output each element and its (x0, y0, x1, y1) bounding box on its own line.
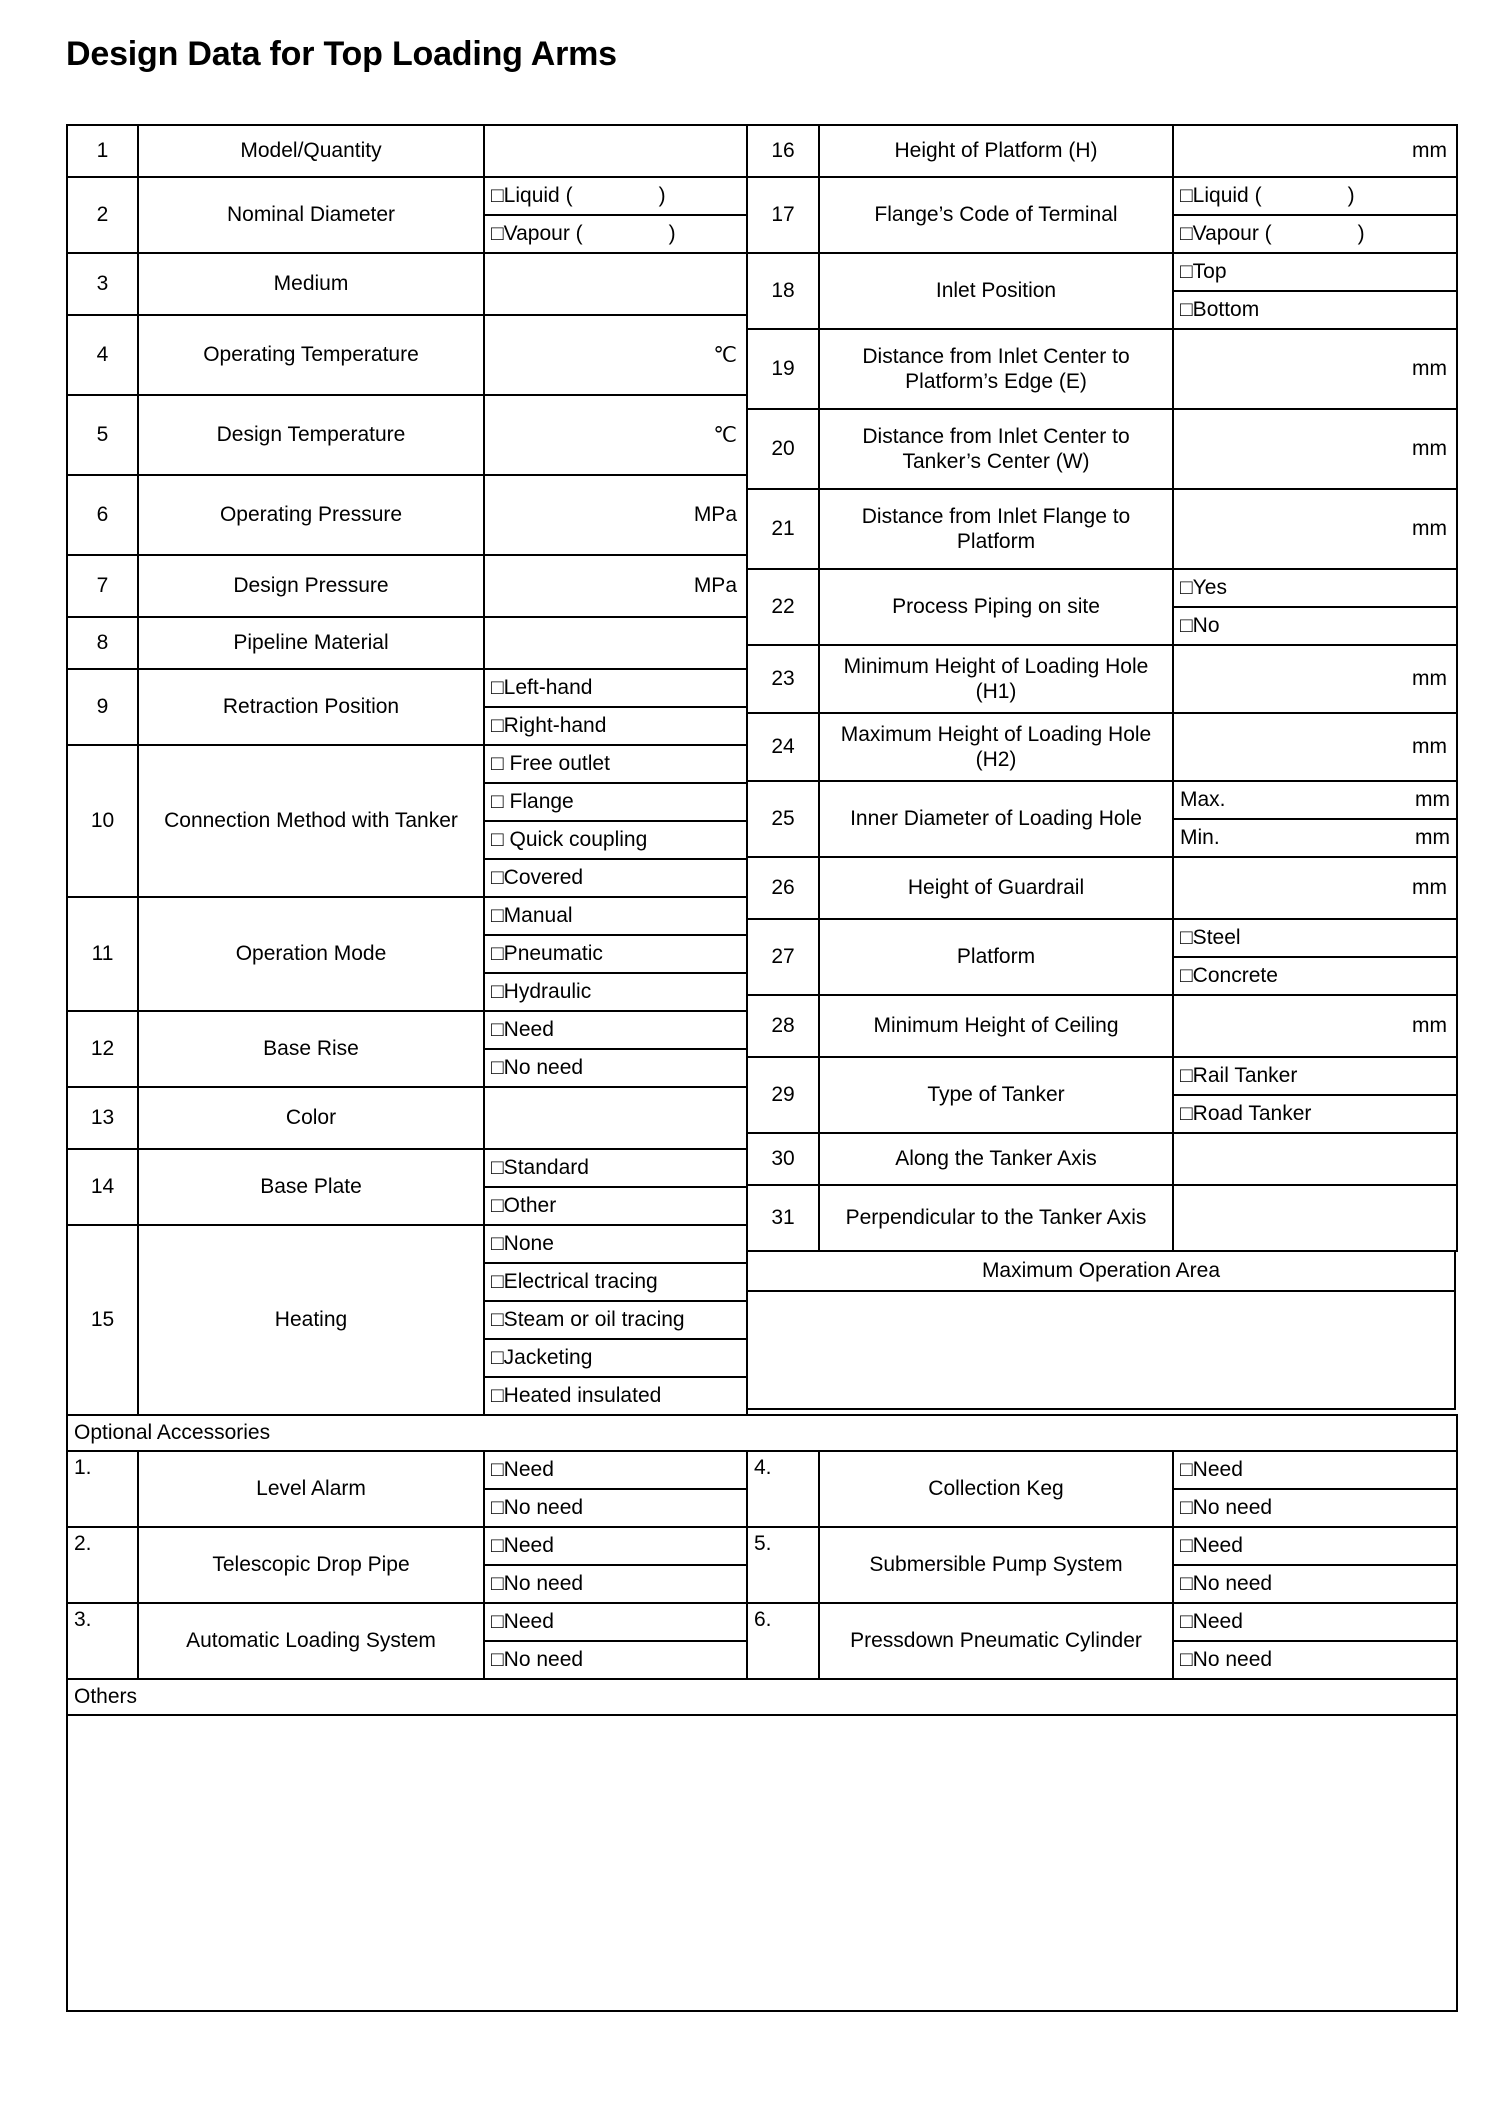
left-row-11-number: 11 (67, 897, 138, 1011)
left-row-6-label: Operating Pressure (138, 475, 484, 555)
unit-label: mm (1412, 357, 1447, 380)
option-text: □Liquid ( (491, 184, 573, 207)
table-row (67, 1087, 747, 1149)
left-row-1-number: 1 (67, 125, 138, 177)
option-text: □Need (491, 1018, 554, 1041)
left-row-14-value-cell (484, 1149, 747, 1225)
right-row-25-value-cell (1173, 781, 1457, 857)
left-row-14-option-list (485, 1150, 746, 1224)
right-row-27-option-1[interactable] (1174, 920, 1456, 957)
right-row-16-number: 16 (747, 125, 819, 177)
table-row (67, 1715, 1457, 2011)
acc-3-label: Automatic Loading System (138, 1603, 484, 1679)
right-row-16-label: Height of Platform (H) (819, 125, 1173, 177)
acc-4-value-cell (1173, 1451, 1457, 1527)
right-row-20-label: Distance from Inlet Center to Tanker’s Center (W) (819, 409, 1173, 489)
acc-4-option-1[interactable] (1174, 1452, 1456, 1489)
right-row-24-value-cell[interactable] (1173, 713, 1457, 781)
right-row-31-number: 31 (747, 1185, 819, 1251)
right-row-28-number: 28 (747, 995, 819, 1057)
option-text: □Other (491, 1194, 557, 1217)
unit-label: mm (1415, 788, 1450, 811)
left-row-3-label: Medium (138, 253, 484, 315)
left-row-9-number: 9 (67, 669, 138, 745)
right-row-29-number: 29 (747, 1057, 819, 1133)
right-row-26-number: 26 (747, 857, 819, 919)
right-row-28-label: Minimum Height of Ceiling (819, 995, 1173, 1057)
unit-label: mm (1412, 437, 1447, 460)
right-row-28-value-cell[interactable] (1173, 995, 1457, 1057)
option-text: □Jacketing (491, 1346, 593, 1369)
right-row-27-option-2[interactable] (1174, 957, 1456, 994)
unit-label: ℃ (713, 423, 737, 447)
left-row-10-option-1[interactable] (485, 746, 746, 783)
left-row-4-value-cell[interactable] (484, 315, 747, 395)
table-row (747, 1133, 1457, 1185)
table-row (67, 1603, 1457, 1679)
table-row (67, 1011, 747, 1087)
acc-5-option-1[interactable] (1174, 1528, 1456, 1565)
right-row-27-label: Platform (819, 919, 1173, 995)
option-text: □No need (1180, 1496, 1273, 1519)
left-row-4-label: Operating Temperature (138, 315, 484, 395)
option-text: □No need (491, 1056, 584, 1079)
option-text: □Steam or oil tracing (491, 1308, 685, 1331)
acc-5-option-list (1174, 1528, 1456, 1602)
table-row (67, 315, 747, 395)
option-text: □Bottom (1180, 298, 1260, 321)
option-text: □Manual (491, 904, 573, 927)
right-row-23-label: Minimum Height of Loading Hole (H1) (819, 645, 1173, 713)
table-row (67, 745, 747, 897)
right-row-19-number: 19 (747, 329, 819, 409)
right-row-23-number: 23 (747, 645, 819, 713)
left-row-15-option-5[interactable] (485, 1377, 746, 1414)
right-row-25-label: Inner Diameter of Loading Hole (819, 781, 1173, 857)
acc-4-number: 4. (747, 1451, 819, 1527)
optional-accessories-heading: Optional Accessories (67, 1415, 1457, 1451)
option-text: □Vapour ( (491, 222, 583, 245)
table-row (747, 569, 1457, 645)
left-row-2-label: Nominal Diameter (138, 177, 484, 253)
right-items-table (746, 124, 1458, 1252)
option-text: □No need (1180, 1572, 1273, 1595)
option-text: □Standard (491, 1156, 589, 1179)
maximum-operation-area-table (746, 1250, 1456, 1410)
table-row (747, 409, 1457, 489)
table-row (67, 177, 747, 253)
left-row-15-option-1[interactable] (485, 1226, 746, 1263)
left-row-11-option-2[interactable] (485, 935, 746, 973)
table-row (747, 995, 1457, 1057)
right-row-22-number: 22 (747, 569, 819, 645)
acc-3-number: 3. (67, 1603, 138, 1679)
option-text: □Rail Tanker (1180, 1064, 1298, 1087)
right-row-17-option-list (1174, 178, 1456, 252)
left-row-11-option-1[interactable] (485, 898, 746, 935)
option-text: □Right-hand (491, 714, 607, 737)
right-row-20-value-cell[interactable] (1173, 409, 1457, 489)
right-row-29-option-2[interactable] (1174, 1095, 1456, 1132)
left-row-11-value-cell (484, 897, 747, 1011)
acc-6-value-cell (1173, 1603, 1457, 1679)
acc-5-number: 5. (747, 1527, 819, 1603)
right-row-25-option-1[interactable]: Max. mm (1174, 782, 1456, 819)
table-row (67, 1451, 1457, 1527)
option-text: □Pneumatic (491, 942, 603, 965)
acc-5-value-cell (1173, 1527, 1457, 1603)
form-grid (66, 124, 1456, 1416)
others-value[interactable] (67, 1715, 1457, 2011)
acc-4-label: Collection Keg (819, 1451, 1173, 1527)
table-row (67, 475, 747, 555)
acc-3-option-2[interactable] (485, 1641, 746, 1678)
table-row (747, 857, 1457, 919)
table-row (747, 645, 1457, 713)
right-row-22-option-list (1174, 570, 1456, 644)
unit-label: mm (1412, 876, 1447, 899)
page-title: Design Data for Top Loading Arms (66, 35, 617, 73)
others-heading: Others (67, 1679, 1457, 1715)
right-row-21-label: Distance from Inlet Flange to Platform (819, 489, 1173, 569)
option-text: □ Free outlet (491, 752, 610, 775)
left-row-9-option-list (485, 670, 746, 744)
unit-label: mm (1412, 517, 1447, 540)
right-row-23-value-cell[interactable] (1173, 645, 1457, 713)
left-row-12-option-list (485, 1012, 746, 1086)
right-row-17-option-2[interactable] (1174, 215, 1456, 252)
option-text: □Left-hand (491, 676, 593, 699)
table-row (67, 1415, 1457, 1451)
right-row-30-label: Along the Tanker Axis (819, 1133, 1173, 1185)
option-text: □Liquid ( (1180, 184, 1262, 207)
unit-label: MPa (693, 574, 737, 597)
table-row (67, 253, 747, 315)
left-row-9-option-1[interactable] (485, 670, 746, 707)
right-row-18-option-list (1174, 254, 1456, 328)
left-row-7-number: 7 (67, 555, 138, 617)
left-row-14-number: 14 (67, 1149, 138, 1225)
option-text: □No need (1180, 1648, 1273, 1671)
table-row (747, 1291, 1455, 1409)
right-row-31-value-cell[interactable] (1173, 1185, 1457, 1251)
left-row-10-value-cell (484, 745, 747, 897)
acc-2-number: 2. (67, 1527, 138, 1603)
table-row (747, 781, 1457, 857)
left-row-5-label: Design Temperature (138, 395, 484, 475)
left-row-14-label: Base Plate (138, 1149, 484, 1225)
right-row-26-label: Height of Guardrail (819, 857, 1173, 919)
bottom-sections (66, 1414, 1456, 2012)
left-row-7-value-cell[interactable] (484, 555, 747, 617)
option-text: □Need (1180, 1458, 1243, 1481)
option-text: □ Quick coupling (491, 828, 648, 851)
left-row-15-option-list (485, 1226, 746, 1414)
option-text: □No need (491, 1496, 584, 1519)
acc-2-option-list (485, 1528, 746, 1602)
right-row-25-number: 25 (747, 781, 819, 857)
right-row-25-option-list (1174, 782, 1456, 856)
left-row-12-option-2[interactable] (485, 1049, 746, 1086)
left-row-15-option-3[interactable] (485, 1301, 746, 1339)
table-row (67, 669, 747, 745)
right-row-24-label: Maximum Height of Loading Hole (H2) (819, 713, 1173, 781)
table-row (67, 897, 747, 1011)
option-text: □No need (491, 1572, 584, 1595)
right-row-24-number: 24 (747, 713, 819, 781)
right-row-18-option-2[interactable] (1174, 291, 1456, 328)
right-row-17-number: 17 (747, 177, 819, 253)
table-row (747, 713, 1457, 781)
right-row-17-label: Flange’s Code of Terminal (819, 177, 1173, 253)
left-row-5-number: 5 (67, 395, 138, 475)
left-row-9-value-cell (484, 669, 747, 745)
table-row (67, 395, 747, 475)
acc-6-label: Pressdown Pneumatic Cylinder (819, 1603, 1173, 1679)
left-row-12-label: Base Rise (138, 1011, 484, 1087)
option-close-paren: ) (1347, 184, 1355, 207)
acc-3-option-list (485, 1604, 746, 1678)
acc-1-option-list (485, 1452, 746, 1526)
left-row-13-label: Color (138, 1087, 484, 1149)
left-row-7-label: Design Pressure (138, 555, 484, 617)
maximum-operation-area-value[interactable] (747, 1291, 1455, 1409)
option-text: □Need (1180, 1534, 1243, 1557)
acc-4-option-list (1174, 1452, 1456, 1526)
right-row-17-option-1[interactable] (1174, 178, 1456, 215)
left-row-9-option-2[interactable] (485, 707, 746, 744)
table-row (67, 125, 747, 177)
right-row-19-label: Distance from Inlet Center to Platform’s Edge (E) (819, 329, 1173, 409)
acc-6-option-1[interactable] (1174, 1604, 1456, 1641)
option-close-paren: ) (658, 184, 666, 207)
table-row (67, 1679, 1457, 1715)
left-row-10-label: Connection Method with Tanker (138, 745, 484, 897)
right-row-17-value-cell (1173, 177, 1457, 253)
left-half (66, 124, 746, 1416)
left-row-10-option-3[interactable] (485, 821, 746, 859)
table-row (67, 1527, 1457, 1603)
left-row-10-number: 10 (67, 745, 138, 897)
option-text: □Concrete (1180, 964, 1278, 987)
table-row (747, 177, 1457, 253)
left-items-table (66, 124, 748, 1416)
left-row-6-value-cell[interactable] (484, 475, 747, 555)
option-text: □Heated insulated (491, 1384, 662, 1407)
right-row-22-option-1[interactable] (1174, 570, 1456, 607)
acc-2-value-cell (484, 1527, 747, 1603)
option-close-paren: ) (668, 222, 676, 245)
left-row-10-option-2[interactable] (485, 783, 746, 821)
left-row-12-value-cell (484, 1011, 747, 1087)
left-row-10-option-4[interactable] (485, 859, 746, 896)
right-row-18-option-1[interactable] (1174, 254, 1456, 291)
right-row-31-label: Perpendicular to the Tanker Axis (819, 1185, 1173, 1251)
left-row-11-option-3[interactable] (485, 973, 746, 1010)
table-row (747, 1057, 1457, 1133)
acc-5-label: Submersible Pump System (819, 1527, 1173, 1603)
left-row-9-label: Retraction Position (138, 669, 484, 745)
acc-1-value-cell (484, 1451, 747, 1527)
unit-label: mm (1415, 826, 1450, 849)
left-row-5-value-cell[interactable] (484, 395, 747, 475)
right-row-27-number: 27 (747, 919, 819, 995)
right-row-29-option-1[interactable] (1174, 1058, 1456, 1095)
acc-6-option-list (1174, 1604, 1456, 1678)
left-row-15-option-2[interactable] (485, 1263, 746, 1301)
option-text: □Road Tanker (1180, 1102, 1312, 1125)
left-row-8-number: 8 (67, 617, 138, 669)
right-row-16-value-cell[interactable] (1173, 125, 1457, 177)
option-text: □Hydraulic (491, 980, 592, 1003)
acc-2-option-2[interactable] (485, 1565, 746, 1602)
option-text: □ Flange (491, 790, 574, 813)
unit-label: mm (1412, 1014, 1447, 1037)
right-row-29-label: Type of Tanker (819, 1057, 1173, 1133)
left-row-3-number: 3 (67, 253, 138, 315)
acc-1-number: 1. (67, 1451, 138, 1527)
left-row-2-value-cell (484, 177, 747, 253)
right-row-29-option-list (1174, 1058, 1456, 1132)
left-row-10-option-list (485, 746, 746, 896)
left-row-13-value-cell[interactable] (484, 1087, 747, 1149)
left-row-1-value-cell[interactable] (484, 125, 747, 177)
acc-5-option-2[interactable] (1174, 1565, 1456, 1602)
acc-1-option-1[interactable] (485, 1452, 746, 1489)
right-row-18-number: 18 (747, 253, 819, 329)
left-row-15-number: 15 (67, 1225, 138, 1415)
acc-6-number: 6. (747, 1603, 819, 1679)
left-row-11-option-list (485, 898, 746, 1010)
right-row-27-option-list (1174, 920, 1456, 994)
left-row-12-number: 12 (67, 1011, 138, 1087)
option-text: □Yes (1180, 576, 1227, 599)
acc-3-value-cell (484, 1603, 747, 1679)
table-row (747, 919, 1457, 995)
left-row-8-value-cell[interactable] (484, 617, 747, 669)
acc-2-option-1[interactable] (485, 1528, 746, 1565)
left-row-15-value-cell (484, 1225, 747, 1415)
acc-6-option-2[interactable] (1174, 1641, 1456, 1678)
left-row-1-label: Model/Quantity (138, 125, 484, 177)
left-row-15-option-4[interactable] (485, 1339, 746, 1377)
option-text: □Need (491, 1610, 554, 1633)
unit-label: ℃ (713, 343, 737, 367)
left-row-15-label: Heating (138, 1225, 484, 1415)
unit-label: mm (1412, 667, 1447, 690)
option-text: □Need (491, 1534, 554, 1557)
table-row (747, 489, 1457, 569)
right-row-29-value-cell (1173, 1057, 1457, 1133)
right-row-25-option-2[interactable]: Min. mm (1180, 826, 1450, 849)
option-text: □None (491, 1232, 554, 1255)
table-row (67, 617, 747, 669)
table-row (67, 555, 747, 617)
left-row-14-option-2[interactable] (485, 1187, 746, 1224)
acc-1-label: Level Alarm (138, 1451, 484, 1527)
option-close-paren: ) (1357, 222, 1365, 245)
left-row-2-option-list (485, 178, 746, 252)
unit-label: mm (1412, 139, 1447, 162)
left-row-13-number: 13 (67, 1087, 138, 1149)
left-row-2-number: 2 (67, 177, 138, 253)
right-row-30-value-cell[interactable] (1173, 1133, 1457, 1185)
acc-4-option-2[interactable] (1174, 1489, 1456, 1526)
table-row (747, 1185, 1457, 1251)
right-row-27-value-cell (1173, 919, 1457, 995)
option-text: □No (1180, 614, 1220, 637)
right-row-21-value-cell[interactable] (1173, 489, 1457, 569)
acc-3-option-1[interactable] (485, 1604, 746, 1641)
option-text: □Vapour ( (1180, 222, 1272, 245)
left-row-6-number: 6 (67, 475, 138, 555)
left-row-4-number: 4 (67, 315, 138, 395)
option-text: □Need (1180, 1610, 1243, 1633)
right-row-21-number: 21 (747, 489, 819, 569)
table-row (67, 1225, 747, 1415)
option-text: □No need (491, 1648, 584, 1671)
acc-1-option-2[interactable] (485, 1489, 746, 1526)
table-row (747, 125, 1457, 177)
table-row (747, 329, 1457, 409)
right-row-18-value-cell (1173, 253, 1457, 329)
table-row (747, 1251, 1455, 1291)
right-row-20-number: 20 (747, 409, 819, 489)
option-text: □Steel (1180, 926, 1241, 949)
right-row-18-label: Inlet Position (819, 253, 1173, 329)
right-row-26-value-cell[interactable] (1173, 857, 1457, 919)
acc-2-label: Telescopic Drop Pipe (138, 1527, 484, 1603)
left-row-8-label: Pipeline Material (138, 617, 484, 669)
right-row-22-option-2[interactable] (1174, 607, 1456, 644)
unit-label: mm (1412, 735, 1447, 758)
option-text: □Covered (491, 866, 584, 889)
left-row-2-option-2[interactable] (485, 215, 746, 252)
option-text: □Top (1180, 260, 1227, 283)
option-text: □Electrical tracing (491, 1270, 658, 1293)
right-row-30-number: 30 (747, 1133, 819, 1185)
left-row-14-option-1[interactable] (485, 1150, 746, 1187)
right-row-22-value-cell (1173, 569, 1457, 645)
table-row (747, 253, 1457, 329)
table-row (67, 1149, 747, 1225)
optional-accessories-table (66, 1414, 1458, 2012)
right-row-22-label: Process Piping on site (819, 569, 1173, 645)
left-row-11-label: Operation Mode (138, 897, 484, 1011)
maximum-operation-area-heading: Maximum Operation Area (747, 1251, 1455, 1291)
right-half (746, 124, 1456, 1410)
left-row-12-option-1[interactable] (485, 1012, 746, 1049)
right-row-19-value-cell[interactable] (1173, 329, 1457, 409)
unit-label: MPa (693, 503, 737, 526)
left-row-2-option-1[interactable] (485, 178, 746, 215)
left-row-3-value-cell[interactable] (484, 253, 747, 315)
option-text: □Need (491, 1458, 554, 1481)
